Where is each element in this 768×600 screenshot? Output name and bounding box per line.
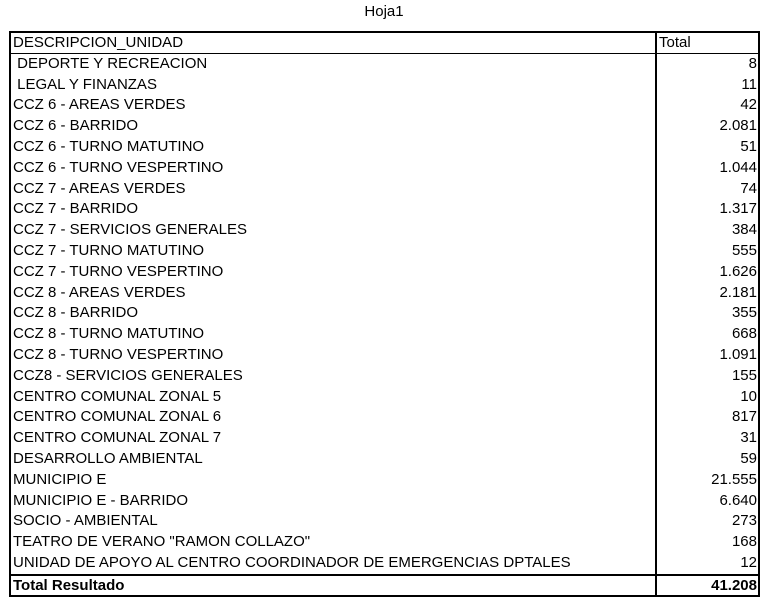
row-total: 273 <box>731 512 757 530</box>
table-total-row <box>11 574 758 595</box>
table-row <box>11 137 758 158</box>
table-row <box>11 532 758 553</box>
row-total: 59 <box>740 449 757 467</box>
row-total: 155 <box>731 366 757 384</box>
table-header-row <box>11 33 758 54</box>
table-row <box>11 283 758 304</box>
table-row <box>11 345 758 366</box>
row-description: MUNICIPIO E - BARRIDO <box>11 491 657 512</box>
row-total: 817 <box>731 408 757 426</box>
row-description: CCZ 7 - SERVICIOS GENERALES <box>11 220 657 241</box>
row-description: MUNICIPIO E <box>11 470 657 491</box>
table-row <box>11 95 758 116</box>
row-total: 2.181 <box>719 283 757 301</box>
row-description: DEPORTE Y RECREACION <box>11 54 657 75</box>
row-description: CCZ 8 - TURNO VESPERTINO <box>11 345 657 366</box>
table-row <box>11 158 758 179</box>
row-total: 355 <box>731 304 757 322</box>
row-total: 1.044 <box>719 158 757 176</box>
row-total: 11 <box>741 75 757 93</box>
row-total: 384 <box>731 221 757 239</box>
row-description: CCZ 8 - AREAS VERDES <box>11 283 657 304</box>
row-description: CENTRO COMUNAL ZONAL 7 <box>11 428 657 449</box>
row-total: 8 <box>748 54 757 72</box>
table-row <box>11 366 758 387</box>
row-total: 6.640 <box>719 491 757 509</box>
table-row <box>11 241 758 262</box>
row-description: CCZ 8 - BARRIDO <box>11 303 657 324</box>
table-row <box>11 116 758 137</box>
row-description: CENTRO COMUNAL ZONAL 5 <box>11 387 657 408</box>
table-row <box>11 54 758 75</box>
row-description: CCZ 6 - TURNO VESPERTINO <box>11 158 657 179</box>
table-row <box>11 511 758 532</box>
row-description: CCZ8 - SERVICIOS GENERALES <box>11 366 657 387</box>
row-description: CCZ 8 - TURNO MATUTINO <box>11 324 657 345</box>
row-total: 1.091 <box>719 345 757 363</box>
row-total: 21.555 <box>711 470 757 488</box>
table-row <box>11 407 758 428</box>
table-row <box>11 75 758 96</box>
row-total: 10 <box>740 387 757 405</box>
sheet-title: Hoja1 <box>364 3 404 20</box>
row-total: 555 <box>731 241 757 259</box>
table-row <box>11 553 758 574</box>
row-total: 168 <box>731 533 757 551</box>
row-description: SOCIO - AMBIENTAL <box>11 511 657 532</box>
row-total: 42 <box>740 96 757 114</box>
row-description: CCZ 7 - BARRIDO <box>11 199 657 220</box>
row-description: UNIDAD DE APOYO AL CENTRO COORDINADOR DE EMERGENCIAS DPTALES <box>11 553 657 574</box>
row-total: 2.081 <box>719 117 757 135</box>
report-table <box>9 31 760 597</box>
row-description: CCZ 7 - TURNO MATUTINO <box>11 241 657 262</box>
table-row <box>11 470 758 491</box>
row-total: 1.626 <box>719 262 757 280</box>
table-row <box>11 303 758 324</box>
row-description: TEATRO DE VERANO "RAMON COLLAZO" <box>11 532 657 553</box>
table-row <box>11 428 758 449</box>
row-description: CENTRO COMUNAL ZONAL 6 <box>11 407 657 428</box>
row-total: 668 <box>731 325 757 343</box>
row-description: CCZ 7 - TURNO VESPERTINO <box>11 262 657 283</box>
table-row <box>11 387 758 408</box>
table-body <box>11 54 758 574</box>
table-row <box>11 179 758 200</box>
table-row <box>11 449 758 470</box>
row-description: CCZ 6 - TURNO MATUTINO <box>11 137 657 158</box>
table-row <box>11 324 758 345</box>
row-description: CCZ 6 - AREAS VERDES <box>11 95 657 116</box>
row-description: CCZ 6 - BARRIDO <box>11 116 657 137</box>
row-total: 31 <box>740 429 757 447</box>
row-total: 12 <box>740 553 757 571</box>
table-row <box>11 491 758 512</box>
total-label: Total Resultado <box>11 576 657 595</box>
row-total: 74 <box>740 179 757 197</box>
row-description: DESARROLLO AMBIENTAL <box>11 449 657 470</box>
table-row <box>11 220 758 241</box>
header-total: Total <box>659 34 691 51</box>
table-row <box>11 199 758 220</box>
row-total: 1.317 <box>719 200 757 218</box>
row-total: 51 <box>740 137 757 155</box>
row-description: CCZ 7 - AREAS VERDES <box>11 179 657 200</box>
header-description: DESCRIPCION_UNIDAD <box>11 33 657 53</box>
total-value: 41.208 <box>711 576 757 594</box>
row-description: LEGAL Y FINANZAS <box>11 75 657 96</box>
table-row <box>11 262 758 283</box>
